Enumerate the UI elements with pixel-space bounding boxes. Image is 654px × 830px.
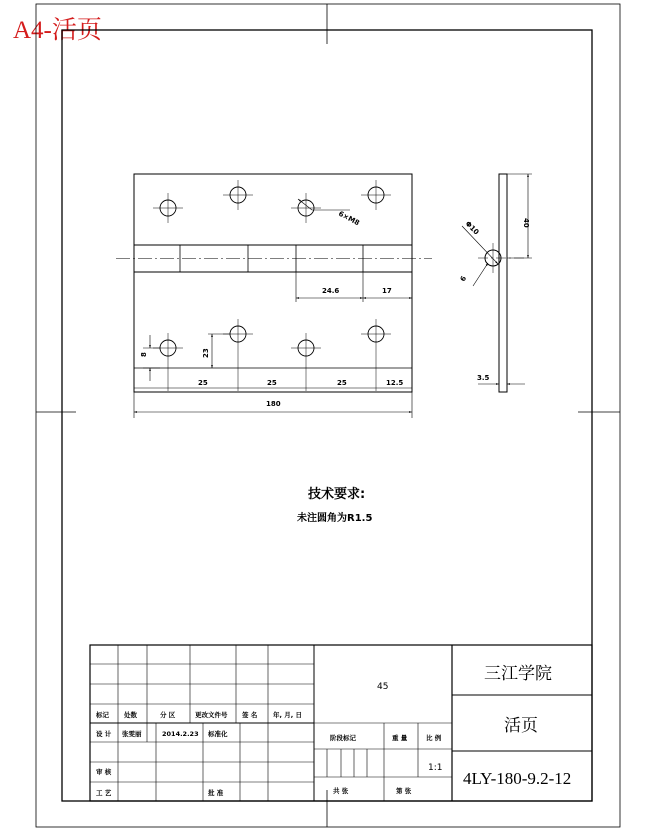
dim-hole-thread: 6×M8 (337, 209, 361, 228)
tb-total: 共 张 (333, 787, 349, 795)
dim-12-5: 12.5 (386, 379, 404, 387)
tb-scale-label: 比 例 (426, 734, 442, 742)
tb-approve: 批 准 (208, 789, 224, 797)
tb-material: 45 (377, 682, 389, 692)
tech-heading: 技术要求: (308, 487, 366, 502)
tb-design-label: 设 计 (96, 730, 112, 738)
tb-design-date: 2014.2.23 (162, 730, 199, 738)
tb-stage-mark: 阶段标记 (330, 734, 356, 742)
dimension-labels (140, 210, 530, 408)
dim-23: 23 (202, 348, 210, 358)
tb-drawing-number: 4LY-180-9.2-12 (463, 769, 572, 788)
tb-review: 审 核 (96, 768, 112, 776)
dim-24-6: 24.6 (322, 287, 340, 295)
tb-weight: 重 量 (392, 734, 408, 742)
dim-17: 17 (382, 287, 392, 295)
tb-standardize: 标准化 (208, 730, 228, 738)
tb-date: 年, 月, 日 (273, 711, 302, 719)
tb-sheet: 第 张 (396, 787, 412, 795)
dim-6: 6 (458, 274, 469, 283)
dim-3-5: 3.5 (477, 374, 490, 382)
sheet-label: A4-活页 (13, 17, 102, 44)
dim-8: 8 (140, 352, 148, 357)
tb-process: 工 艺 (96, 789, 112, 797)
tb-scale: 1:1 (428, 763, 443, 773)
tb-mark: 标记 (96, 711, 109, 719)
side-view (462, 174, 532, 392)
hole-centerlines (153, 180, 391, 391)
tb-count: 处数 (124, 711, 137, 719)
technical-notes (297, 486, 372, 524)
tb-change-doc: 更改文件号 (195, 711, 228, 719)
dim-25-b: 25 (267, 379, 277, 387)
dim-25-a: 25 (198, 379, 208, 387)
dim-phi10: Φ10 (463, 219, 481, 237)
dim-40: 40 (522, 218, 530, 228)
dim-25-c: 25 (337, 379, 347, 387)
tb-designer: 张雯丽 (122, 730, 142, 738)
tb-part-name: 活页 (504, 716, 538, 736)
sheet-border (36, 4, 620, 827)
tb-zone: 分 区 (160, 711, 176, 719)
tb-company: 三江学院 (484, 664, 552, 684)
tb-sign: 签 名 (242, 711, 258, 719)
tech-note-1: 未注圆角为R1.5 (297, 513, 373, 524)
dim-180: 180 (266, 400, 281, 408)
